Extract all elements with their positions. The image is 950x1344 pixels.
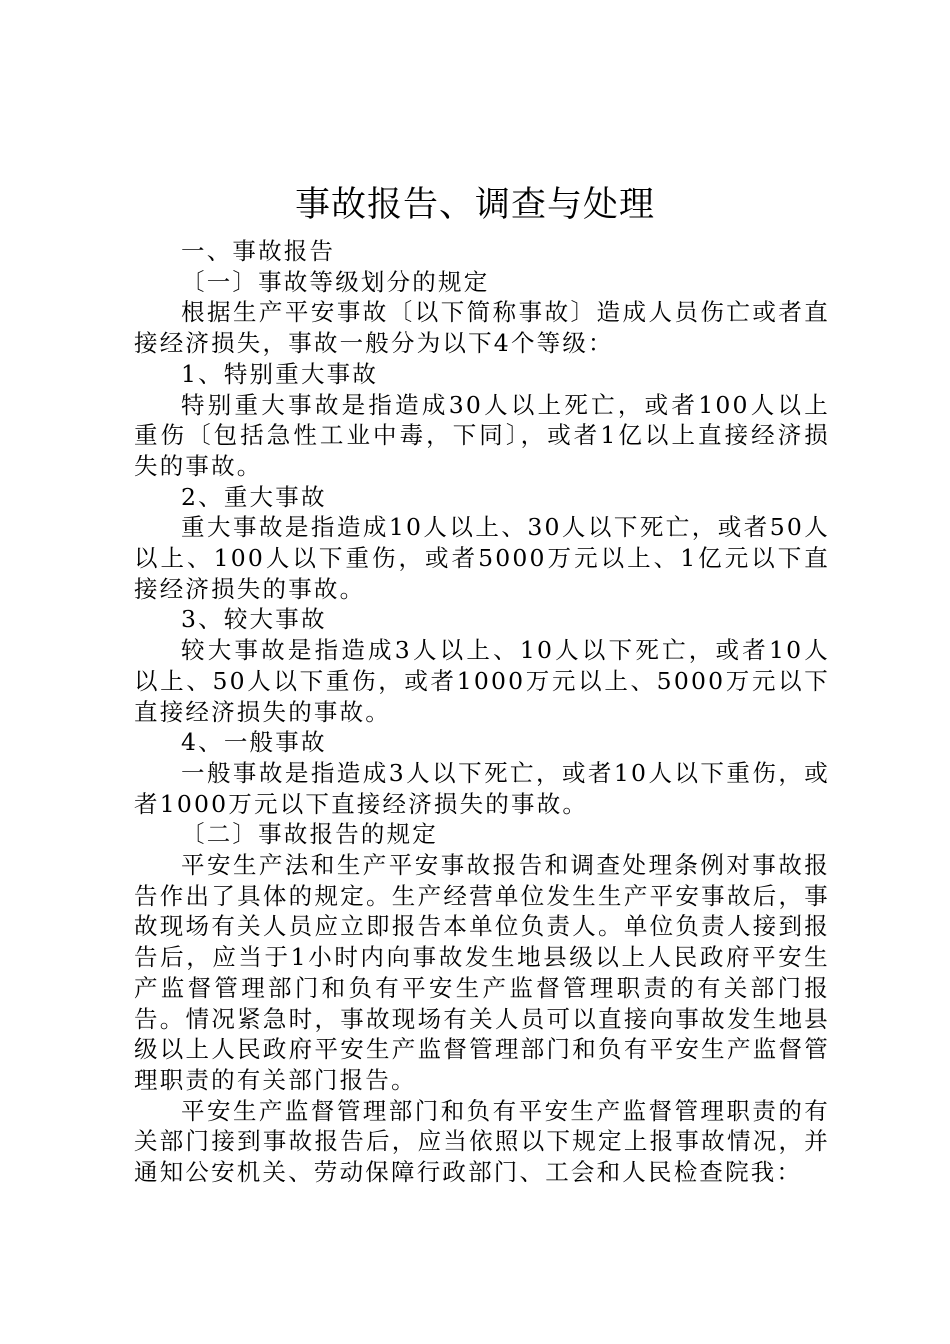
item-heading: 3、较大事故 bbox=[181, 605, 327, 634]
item-heading: 1、特别重大事故 bbox=[181, 359, 379, 388]
paragraph: 平安生产法和生产平安事故报告和调查处理条例对事故报告作出了具体的规定。生产经营单位发生生产平安事故后，事故现场有关人员应立即报告本单位负责人。单位负责人接到报告后，应当于1小时内向事故发生地县级以上人民政府平安生产监督管理部门和负有平安生产监督管理职责的有关部门报告。情况紧急时，事故现场有关人员可以直接向事故发生地县级以上人民政府平安生产监督管理部门和负有平安生产监督管理职责的有关部门报告。 bbox=[134, 851, 830, 1094]
paragraph: 重大事故是指造成10人以上、30人以下死亡，或者50人以上、100人以下重伤，或者5000万元以上、1亿元以下直接经济损失的事故。 bbox=[134, 513, 830, 603]
document-body bbox=[134, 236, 830, 1188]
section-heading: 一、事故报告 bbox=[181, 237, 336, 265]
subsection-heading: 〔一〕事故等级划分的规定 bbox=[181, 267, 490, 296]
paragraph: 特别重大事故是指造成30人以上死亡，或者100人以上重伤〔包括急性工业中毒，下同〕，或者1亿以上直接经济损失的事故。 bbox=[134, 390, 830, 480]
document-title: 事故报告、调查与处理 bbox=[294, 185, 655, 225]
paragraph: 根据生产平安事故〔以下简称事故〕造成人员伤亡或者直接经济损失，事故一般分为以下4个等级： bbox=[134, 298, 830, 358]
paragraph: 平安生产监督管理部门和负有平安生产监督管理职责的有关部门接到事故报告后，应当依照以下规定上报事故情况，并通知公安机关、劳动保障行政部门、工会和人民检查院我： bbox=[134, 1096, 830, 1187]
item-heading: 4、一般事故 bbox=[181, 728, 327, 757]
paragraph: 较大事故是指造成3人以上、10人以下死亡，或者10人以上、50人以下重伤，或者1000万元以上、5000万元以下直接经济损失的事故。 bbox=[134, 636, 830, 726]
item-heading: 2、重大事故 bbox=[181, 482, 327, 511]
subsection-heading: 〔二〕事故报告的规定 bbox=[181, 820, 438, 849]
paragraph: 一般事故是指造成3人以下死亡，或者10人以下重伤，或者1000万元以下直接经济损失的事故。 bbox=[134, 758, 830, 818]
